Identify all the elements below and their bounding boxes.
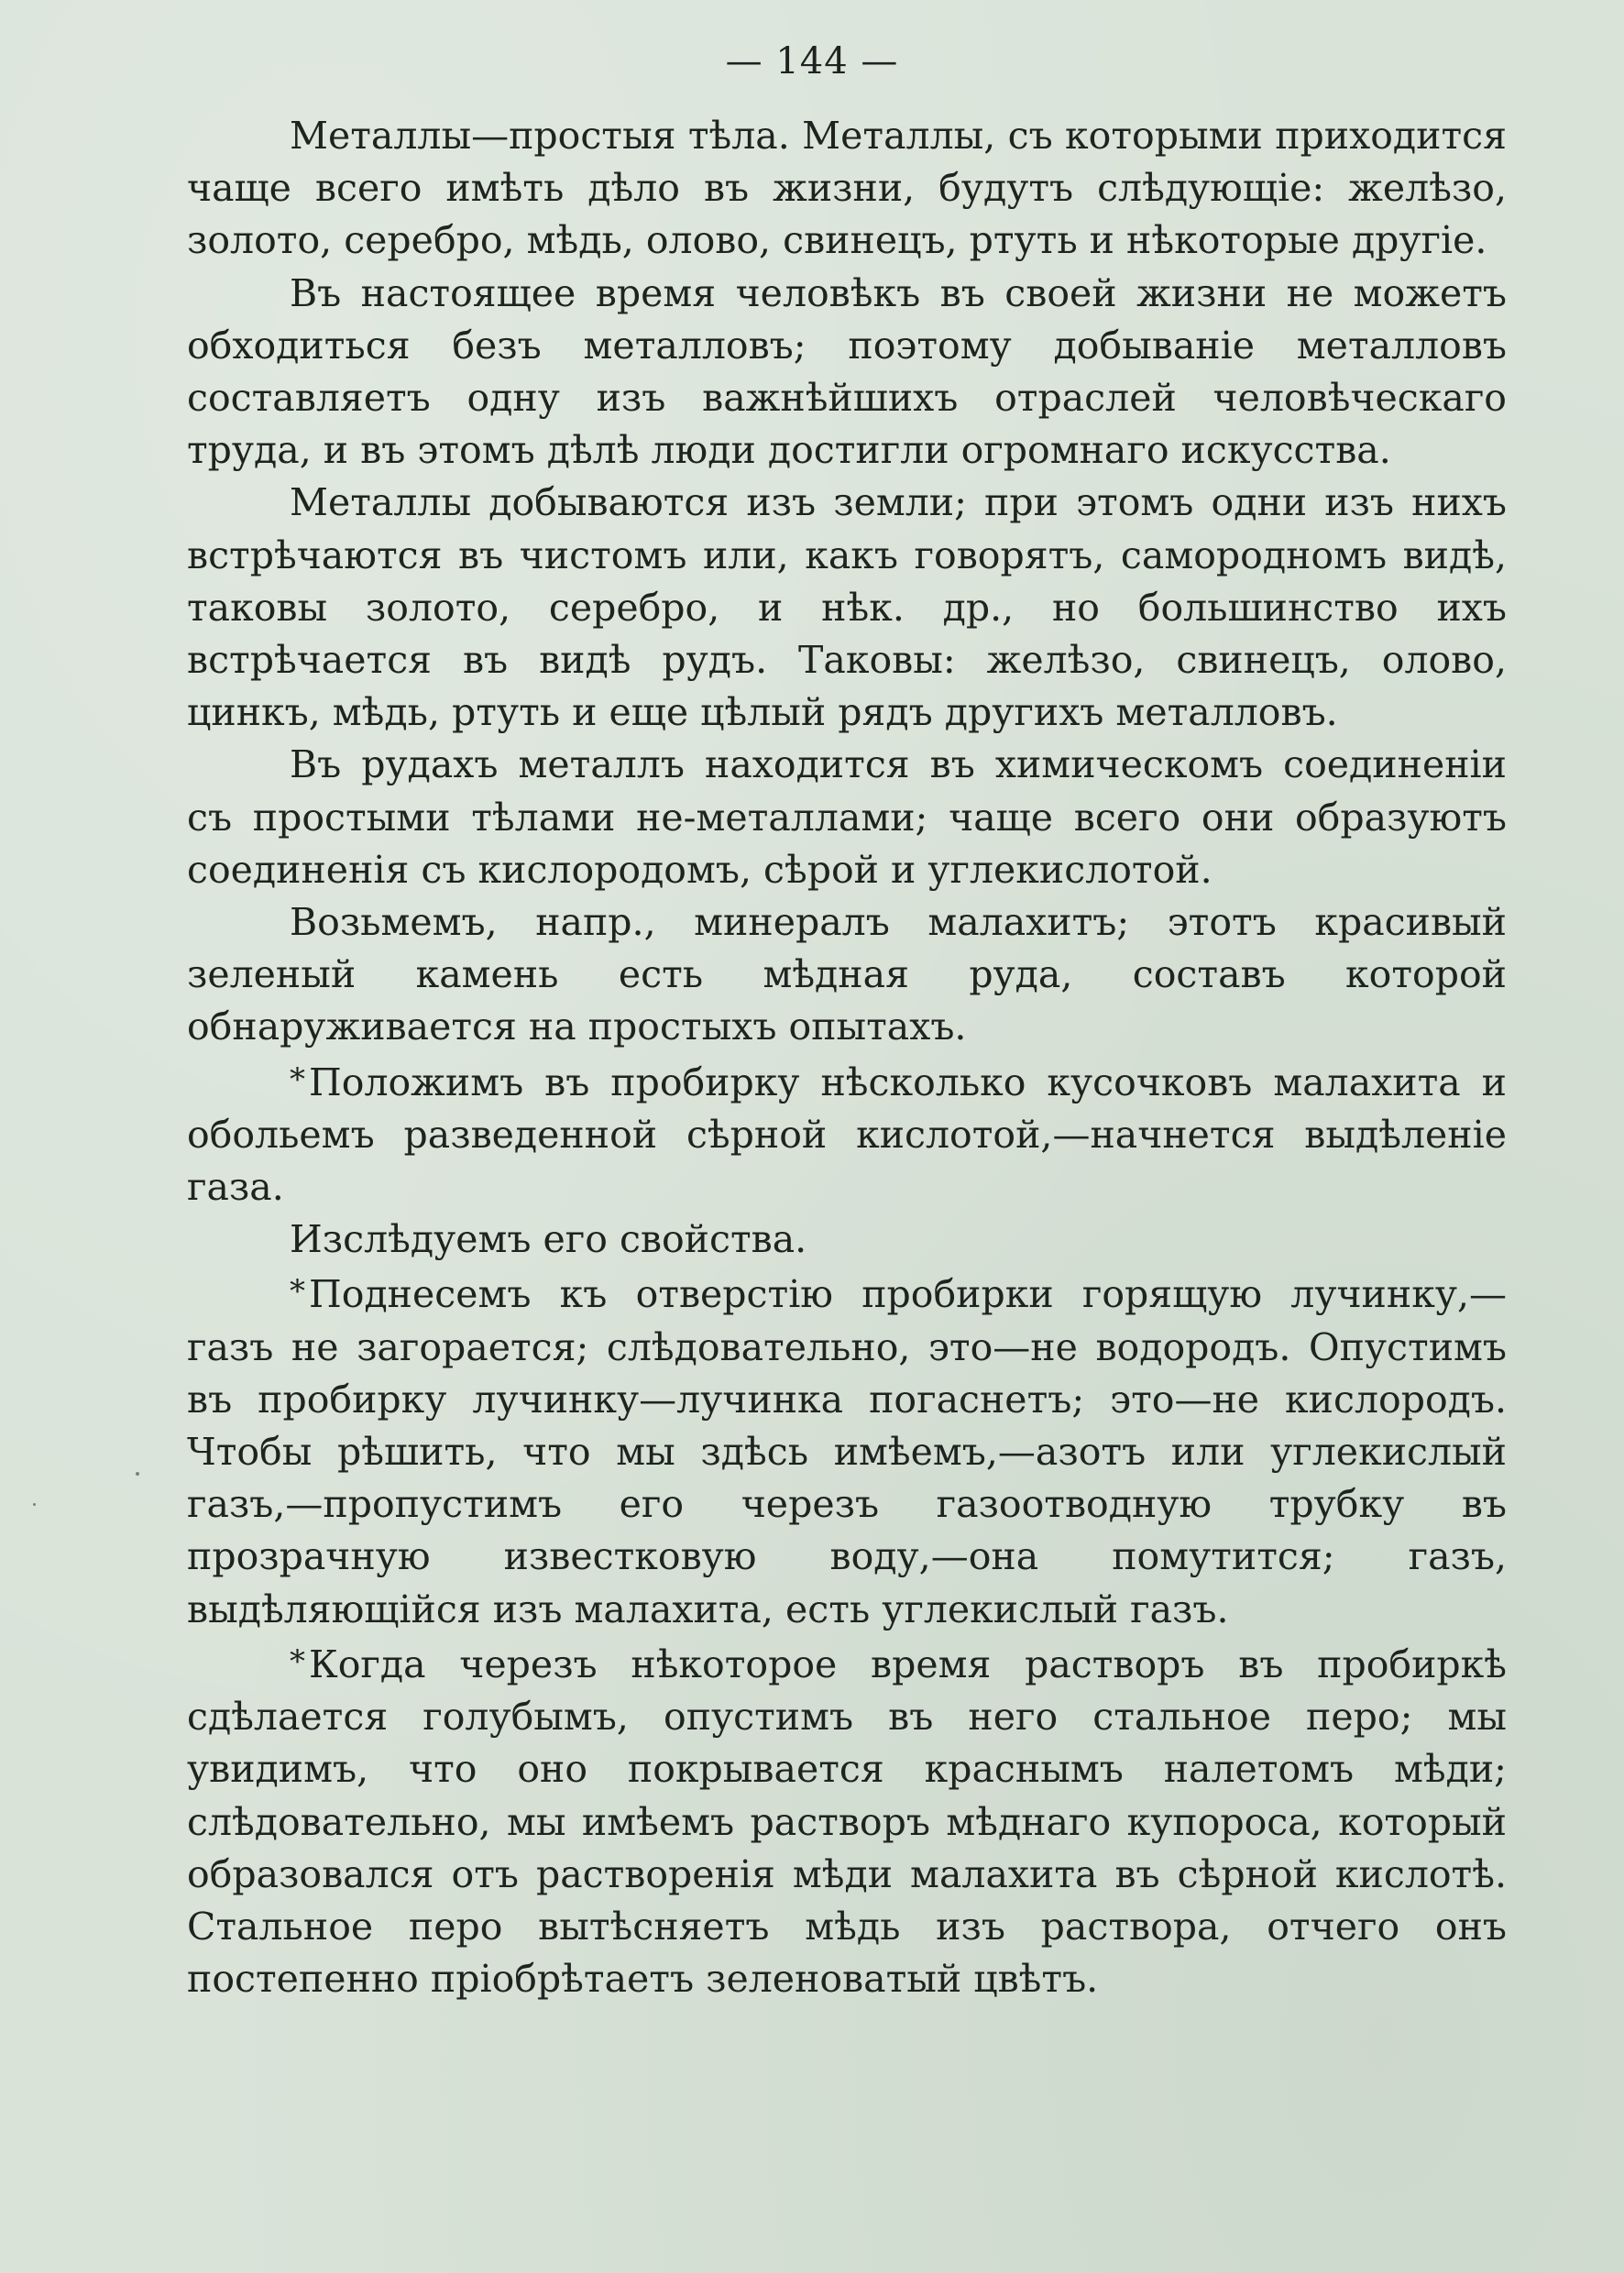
paragraph-text: Когда черезъ нѣкоторое время растворъ въ пробиркѣ сдѣлается голубымъ, опустимъ въ него стальное перо; мы увидимъ, что оно покрывается краснымъ налетомъ мѣди; слѣдовательно, мы имѣемъ растворъ мѣднаго купороса, который образовался отъ растворенія мѣди малахита въ сѣрной кислотѣ. Стальное перо вытѣсняетъ мѣдь изъ раствора, отчего онъ постепенно пріобрѣтаетъ зеленоватый цвѣтъ.: [187, 1642, 1507, 2002]
paper-speck: [136, 1472, 139, 1476]
paragraph-text: Въ рудахъ металлъ находится въ химическомъ соединеніи съ простыми тѣлами не-металлами; чаще всего они образуютъ соединенія съ кислородомъ, сѣрой и углекислотой.: [187, 742, 1507, 892]
paragraph-text: Въ настоящее время человѣкъ въ своей жизни не можетъ обходиться безъ металловъ; поэтому добываніе металловъ составляетъ одну изъ важнѣйшихъ отраслей человѣческаго труда, и въ этомъ дѣлѣ люди достигли огромнаго искусства.: [187, 270, 1507, 473]
paragraph-text: Металлы—простыя тѣла. Металлы, съ которыми приходится чаще всего имѣть дѣло въ жизни, будутъ слѣдующіе: желѣзо, золото, серебро, мѣдь, олово, свинецъ, ртуть и нѣкоторые другіе.: [187, 114, 1507, 263]
paragraph-metals-importance: [187, 268, 1507, 478]
paragraph-experiment-copper: [187, 1636, 1507, 2005]
paragraph-investigate: [187, 1213, 1507, 1266]
body-text: [187, 110, 1507, 2005]
paragraph-experiment-acid: [187, 1054, 1507, 1214]
paper-speck: [33, 1503, 36, 1506]
paragraph-metals-mining: [187, 477, 1507, 739]
page-number: — 144 —: [725, 40, 899, 82]
paragraph-text: Поднесемъ къ отверстію пробирки горящую лучинку,—газъ не загорается; слѣдовательно, это—не водородъ. Опустимъ въ пробирку лучинку—лучинка погаснетъ; это—не кислородъ. Чтобы рѣшить, что мы здѣсь имѣемъ,—азотъ или углекислый газъ,—пропустимъ его черезъ газоотводную трубку въ прозрачную известковую воду,—она помутится; газъ, выдѣляющійся изъ малахита, есть углекислый газъ.: [187, 1272, 1507, 1631]
paragraph-text: Металлы добываются изъ земли; при этомъ одни изъ нихъ встрѣчаются въ чистомъ или, какъ говорятъ, самородномъ видѣ, таковы золото, серебро, и нѣк. др., но большинство ихъ встрѣчается въ видѣ рудъ. Таковы: желѣзо, свинецъ, олово, цинкъ, мѣдь, ртуть и еще цѣлый рядъ другихъ металловъ.: [187, 480, 1507, 735]
paragraph-text: Возьмемъ, напр., минералъ малахитъ; этотъ красивый зеленый камень есть мѣдная руда, составъ которой обнаруживается на простыхъ опытахъ.: [187, 900, 1507, 1049]
paragraph-metals-simple-bodies: [187, 110, 1507, 268]
paragraph-text: Положимъ въ пробирку нѣсколько кусочковъ малахита и обольемъ разведенной сѣрной кислотой,—начнется выдѣленіе газа.: [187, 1060, 1507, 1210]
paragraph-text: Изслѣдуемъ его свойства.: [290, 1217, 807, 1262]
experiment-asterisk: *: [290, 1642, 305, 1680]
paragraph-experiment-gas: [187, 1266, 1507, 1635]
paragraph-ores: [187, 739, 1507, 896]
experiment-asterisk: *: [290, 1060, 305, 1098]
experiment-asterisk: *: [290, 1273, 305, 1311]
paragraph-malachite: [187, 896, 1507, 1054]
